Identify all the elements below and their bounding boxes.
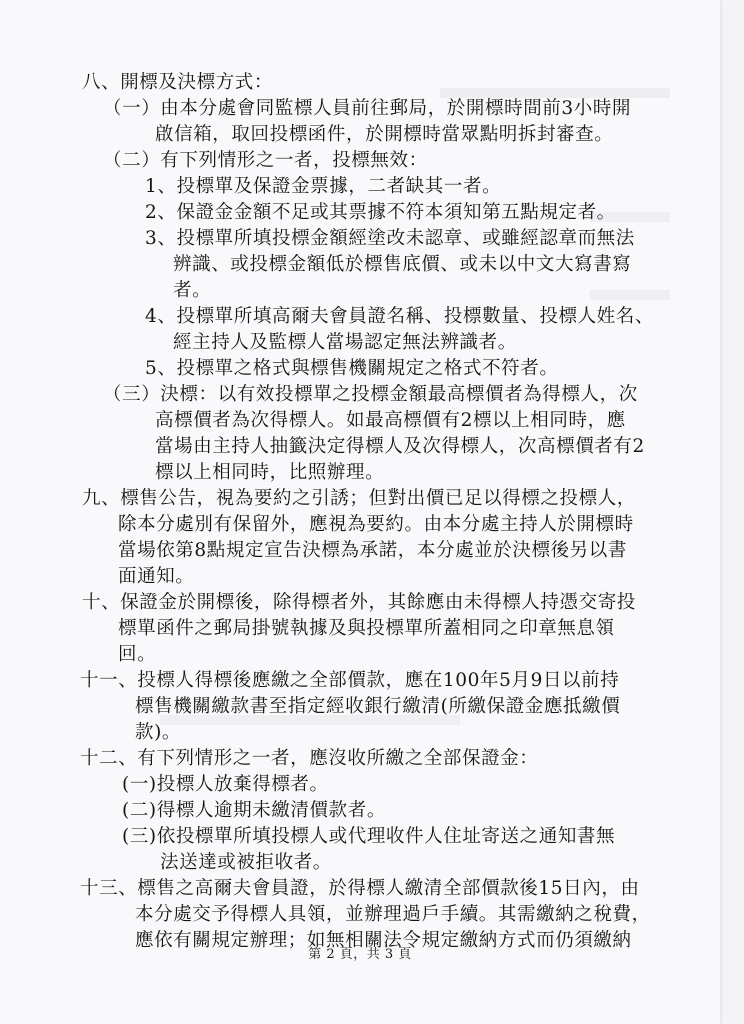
text-line: 標以上相同時，比照辦理。 [155,462,385,483]
section-9-heading: 九、標售公告，視為要約之引誘；但對出價已足以得標之投標人， [82,488,636,509]
text-line: (三)依投標單所填投標人或代理收件人住址寄送之通知書無 [122,826,616,847]
text-line: 啟信箱，取回投標函件，於開標時當眾點明拆封審查。 [155,124,614,145]
text-line: 辨識、或投標金額低於標售底價、或未以中文大寫書寫 [173,254,632,275]
text-line: 除本分處別有保留外，應視為要約。由本分處主持人於開標時 [118,514,634,535]
text-line: 經主持人及監標人當場認定無法辨識者。 [173,332,517,353]
text-line: (二)得標人逾期未繳清價款者。 [122,800,386,821]
text-line: (一)投標人放棄得標者。 [122,774,329,795]
text-line: 高標價者為次得標人。如最高標價有2標以上相同時，應 [155,410,626,431]
section-10-heading: 十、保證金於開標後，除得標者外，其餘應由未得標人持憑交寄投 [82,592,636,613]
text-line: 回。 [118,644,157,665]
text-line: 5、投標單之格式與標售機關規定之格式不符者。 [145,358,559,379]
text-line: （三）決標：以有效投標單之投標金額最高標價者為得標人，次 [103,384,638,405]
text-line: 3、投標單所填投標金額經塗改未認章、或雖經認章而無法 [145,228,635,249]
text-line: 法送達或被拒收者。 [160,852,332,873]
text-line: 者。 [173,280,212,301]
text-line: 當場由主持人抽籤決定得標人及次得標人，次高標價者有2 [155,436,645,457]
page-number: 第 2 頁，共 3 頁 [308,947,412,962]
text-line: 款)。 [135,722,182,743]
text-line: 標單函件之郵局掛號執據及與投標單所蓋相同之印章無息領 [118,618,615,639]
section-8-heading: 八、開標及決標方式： [82,72,274,93]
section-12-heading: 十二、有下列情形之一者，應沒收所繳之全部保證金： [80,748,539,769]
section-13-heading: 十三、標售之高爾夫會員證，於得標人繳清全部價款後15日內，由 [80,878,640,899]
text-line: 面通知。 [118,566,195,587]
text-line: 2、保證金金額不足或其票據不符本須知第五點規定者。 [145,202,616,223]
text-line: 標售機關繳款書至指定經收銀行繳清(所繳保證金應抵繳價 [135,696,621,717]
text-line: 當場依第8點規定宣告決標為承諾，本分處並於決標後另以書 [118,540,627,561]
text-line: 4、投標單所填高爾夫會員證名稱、投標數量、投標人姓名、 [145,306,654,327]
text-line: 本分處交予得標人具領，並辦理過戶手續。其需繳納之稅費， [135,904,651,925]
text-line: 應依有關規定辦理；如無相關法令規定繳納方式而仍須繳納 [135,930,632,951]
show-through-mark [590,290,670,300]
section-11-heading: 十一、投標人得標後應繳之全部價款，應在100年5月9日以前持 [80,670,620,691]
text-line: （二）有下列情形之一者，投標無效： [103,150,428,171]
text-line: （一）由本分處會同監標人員前往郵局，於開標時間前3小時開 [103,98,632,119]
text-line: 1、投標單及保證金票據，二者缺其一者。 [145,176,502,197]
